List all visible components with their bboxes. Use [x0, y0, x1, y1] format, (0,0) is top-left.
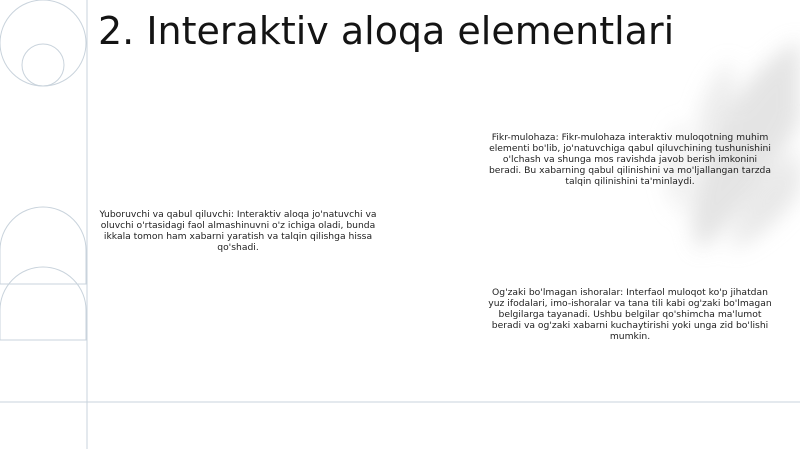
text-block-sender-receiver: Yuboruvchi va qabul qiluvchi: Interaktiv aloqa jo'natuvchi va oluvchi o'rtasidagi faol almashinuvni o'z ichiga oladi, bunda ikkala tomon ham xabarni yaratish va talqin qilishga hissa qo'shadi.: [99, 209, 377, 253]
arch-outline-lower: [0, 267, 86, 340]
text-block-feedback: Fikr-mulohaza: Fikr-mulohaza interaktiv muloqotning muhim elementi bo'lib, jo'natuvchiga qabul qiluvchining tushunishini o'lchash va shunga mos ravishda javob berish imkonini beradi. Bu xabarning qabul qilinishini va mo'ljallangan tarzda talqin qilinishini ta'minlaydi.: [488, 132, 772, 187]
arch-outline-upper: [0, 207, 86, 284]
circle-outline-small: [22, 44, 64, 86]
circle-outline-large: [0, 0, 86, 86]
slide-title: 2. Interaktiv aloqa elementlari: [98, 9, 675, 53]
text-block-nonverbal-cues: Og'zaki bo'lmagan ishoralar: Interfaol muloqot ko'p jihatdan yuz ifodalari, imo-ishoralar va tana tili kabi og'zaki bo'lmagan belgilarga tayanadi. Ushbu belgilar qo'shimcha ma'lumot beradi va og'zaki xabarni kuchaytirishi yoki unga zid bo'lishi mumkin.: [488, 287, 772, 342]
